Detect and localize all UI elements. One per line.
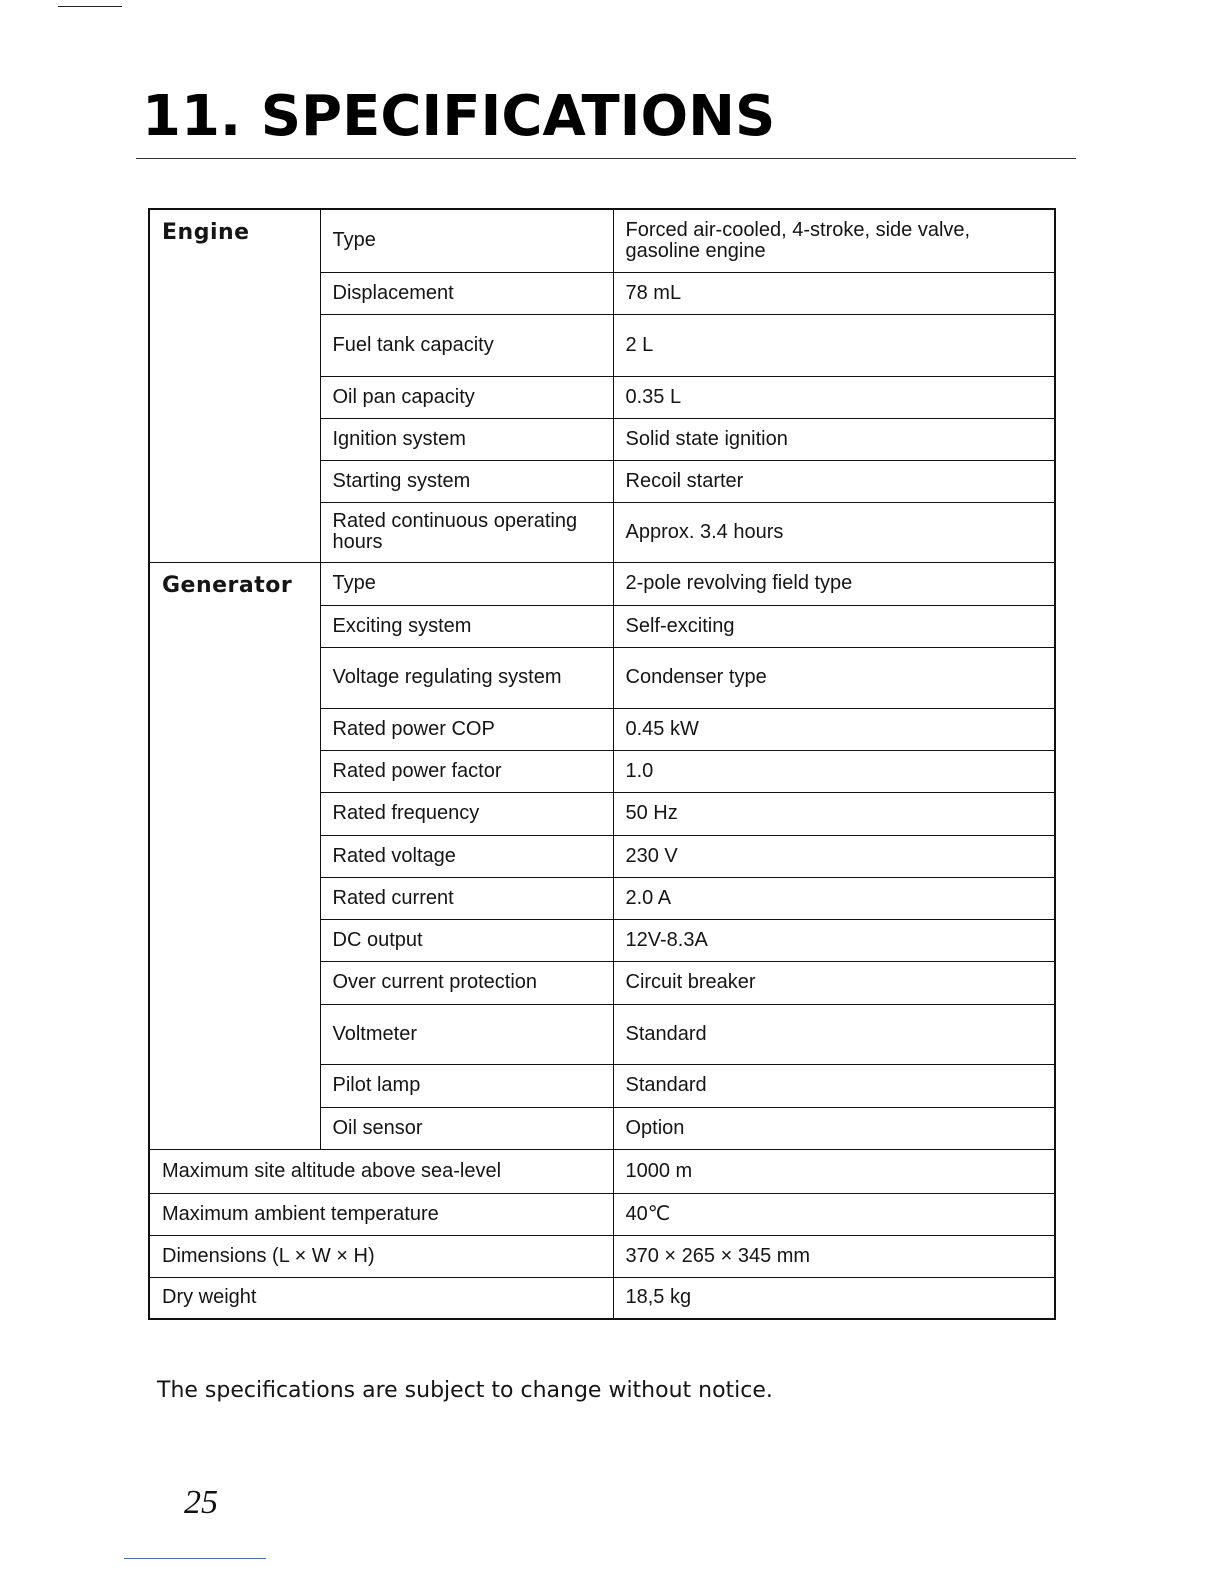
table-row bbox=[149, 1149, 1055, 1193]
title-rule bbox=[136, 158, 1076, 159]
spec-item: Type bbox=[320, 209, 613, 272]
spec-value: 18,5 kg bbox=[613, 1277, 1055, 1319]
spec-item: Displacement bbox=[320, 272, 613, 314]
spec-value: 1.0 bbox=[613, 750, 1055, 792]
spec-item: Ignition system bbox=[320, 418, 613, 460]
spec-item: Rated current bbox=[320, 877, 613, 919]
spec-value: Forced air-cooled, 4-stroke, side valve, gasoline engine bbox=[613, 209, 1055, 272]
table-row bbox=[149, 1277, 1055, 1319]
spec-value: 2-pole revolving field type bbox=[613, 562, 1055, 605]
spec-item: Voltmeter bbox=[320, 1004, 613, 1064]
table-row bbox=[149, 1193, 1055, 1235]
spec-item: Rated continuous operating hours bbox=[320, 502, 613, 562]
spec-value: 1000 m bbox=[613, 1149, 1055, 1193]
spec-value: Condenser type bbox=[613, 647, 1055, 708]
page-number: 25 bbox=[184, 1484, 218, 1521]
spec-value: 40℃ bbox=[613, 1193, 1055, 1235]
spec-item: Rated power COP bbox=[320, 708, 613, 750]
spec-item: Over current protection bbox=[320, 961, 613, 1004]
spec-item: DC output bbox=[320, 919, 613, 961]
spec-item: Exciting system bbox=[320, 605, 613, 647]
section-label-engine: Engine bbox=[149, 209, 320, 562]
spec-value: 0.45 kW bbox=[613, 708, 1055, 750]
spec-item: Voltage regulating system bbox=[320, 647, 613, 708]
spec-item: Type bbox=[320, 562, 613, 605]
spec-item: Maximum site altitude above sea-level bbox=[149, 1149, 613, 1193]
spec-item: Rated frequency bbox=[320, 792, 613, 835]
spec-value: 0.35 L bbox=[613, 376, 1055, 418]
spec-item: Rated power factor bbox=[320, 750, 613, 792]
spec-value: 50 Hz bbox=[613, 792, 1055, 835]
spec-value: 2.0 A bbox=[613, 877, 1055, 919]
spec-item: Rated voltage bbox=[320, 835, 613, 877]
spec-item: Maximum ambient temperature bbox=[149, 1193, 613, 1235]
spec-value: 370 × 265 × 345 mm bbox=[613, 1235, 1055, 1277]
bottom-rule bbox=[124, 1558, 266, 1559]
spec-value: Standard bbox=[613, 1064, 1055, 1107]
spec-item: Oil pan capacity bbox=[320, 376, 613, 418]
section-label-generator: Generator bbox=[149, 562, 320, 1149]
spec-value: Option bbox=[613, 1107, 1055, 1149]
spec-item: Oil sensor bbox=[320, 1107, 613, 1149]
spec-item: Pilot lamp bbox=[320, 1064, 613, 1107]
spec-item: Dimensions (L × W × H) bbox=[149, 1235, 613, 1277]
spec-item: Starting system bbox=[320, 460, 613, 502]
spec-value: Standard bbox=[613, 1004, 1055, 1064]
specifications-table bbox=[148, 208, 1056, 1320]
top-rule bbox=[58, 6, 122, 7]
spec-value: Approx. 3.4 hours bbox=[613, 502, 1055, 562]
table-row bbox=[149, 1235, 1055, 1277]
spec-value: 12V-8.3A bbox=[613, 919, 1055, 961]
spec-value: Solid state ignition bbox=[613, 418, 1055, 460]
spec-value: Circuit breaker bbox=[613, 961, 1055, 1004]
table-row bbox=[149, 562, 1055, 605]
table-row bbox=[149, 209, 1055, 272]
page-title: 11. SPECIFICATIONS bbox=[142, 84, 776, 149]
spec-item: Fuel tank capacity bbox=[320, 314, 613, 376]
spec-value: Self-exciting bbox=[613, 605, 1055, 647]
spec-value: Recoil starter bbox=[613, 460, 1055, 502]
spec-value: 230 V bbox=[613, 835, 1055, 877]
spec-value: 2 L bbox=[613, 314, 1055, 376]
spec-item: Dry weight bbox=[149, 1277, 613, 1319]
spec-value: 78 mL bbox=[613, 272, 1055, 314]
change-notice: The specifications are subject to change without notice. bbox=[157, 1378, 773, 1403]
